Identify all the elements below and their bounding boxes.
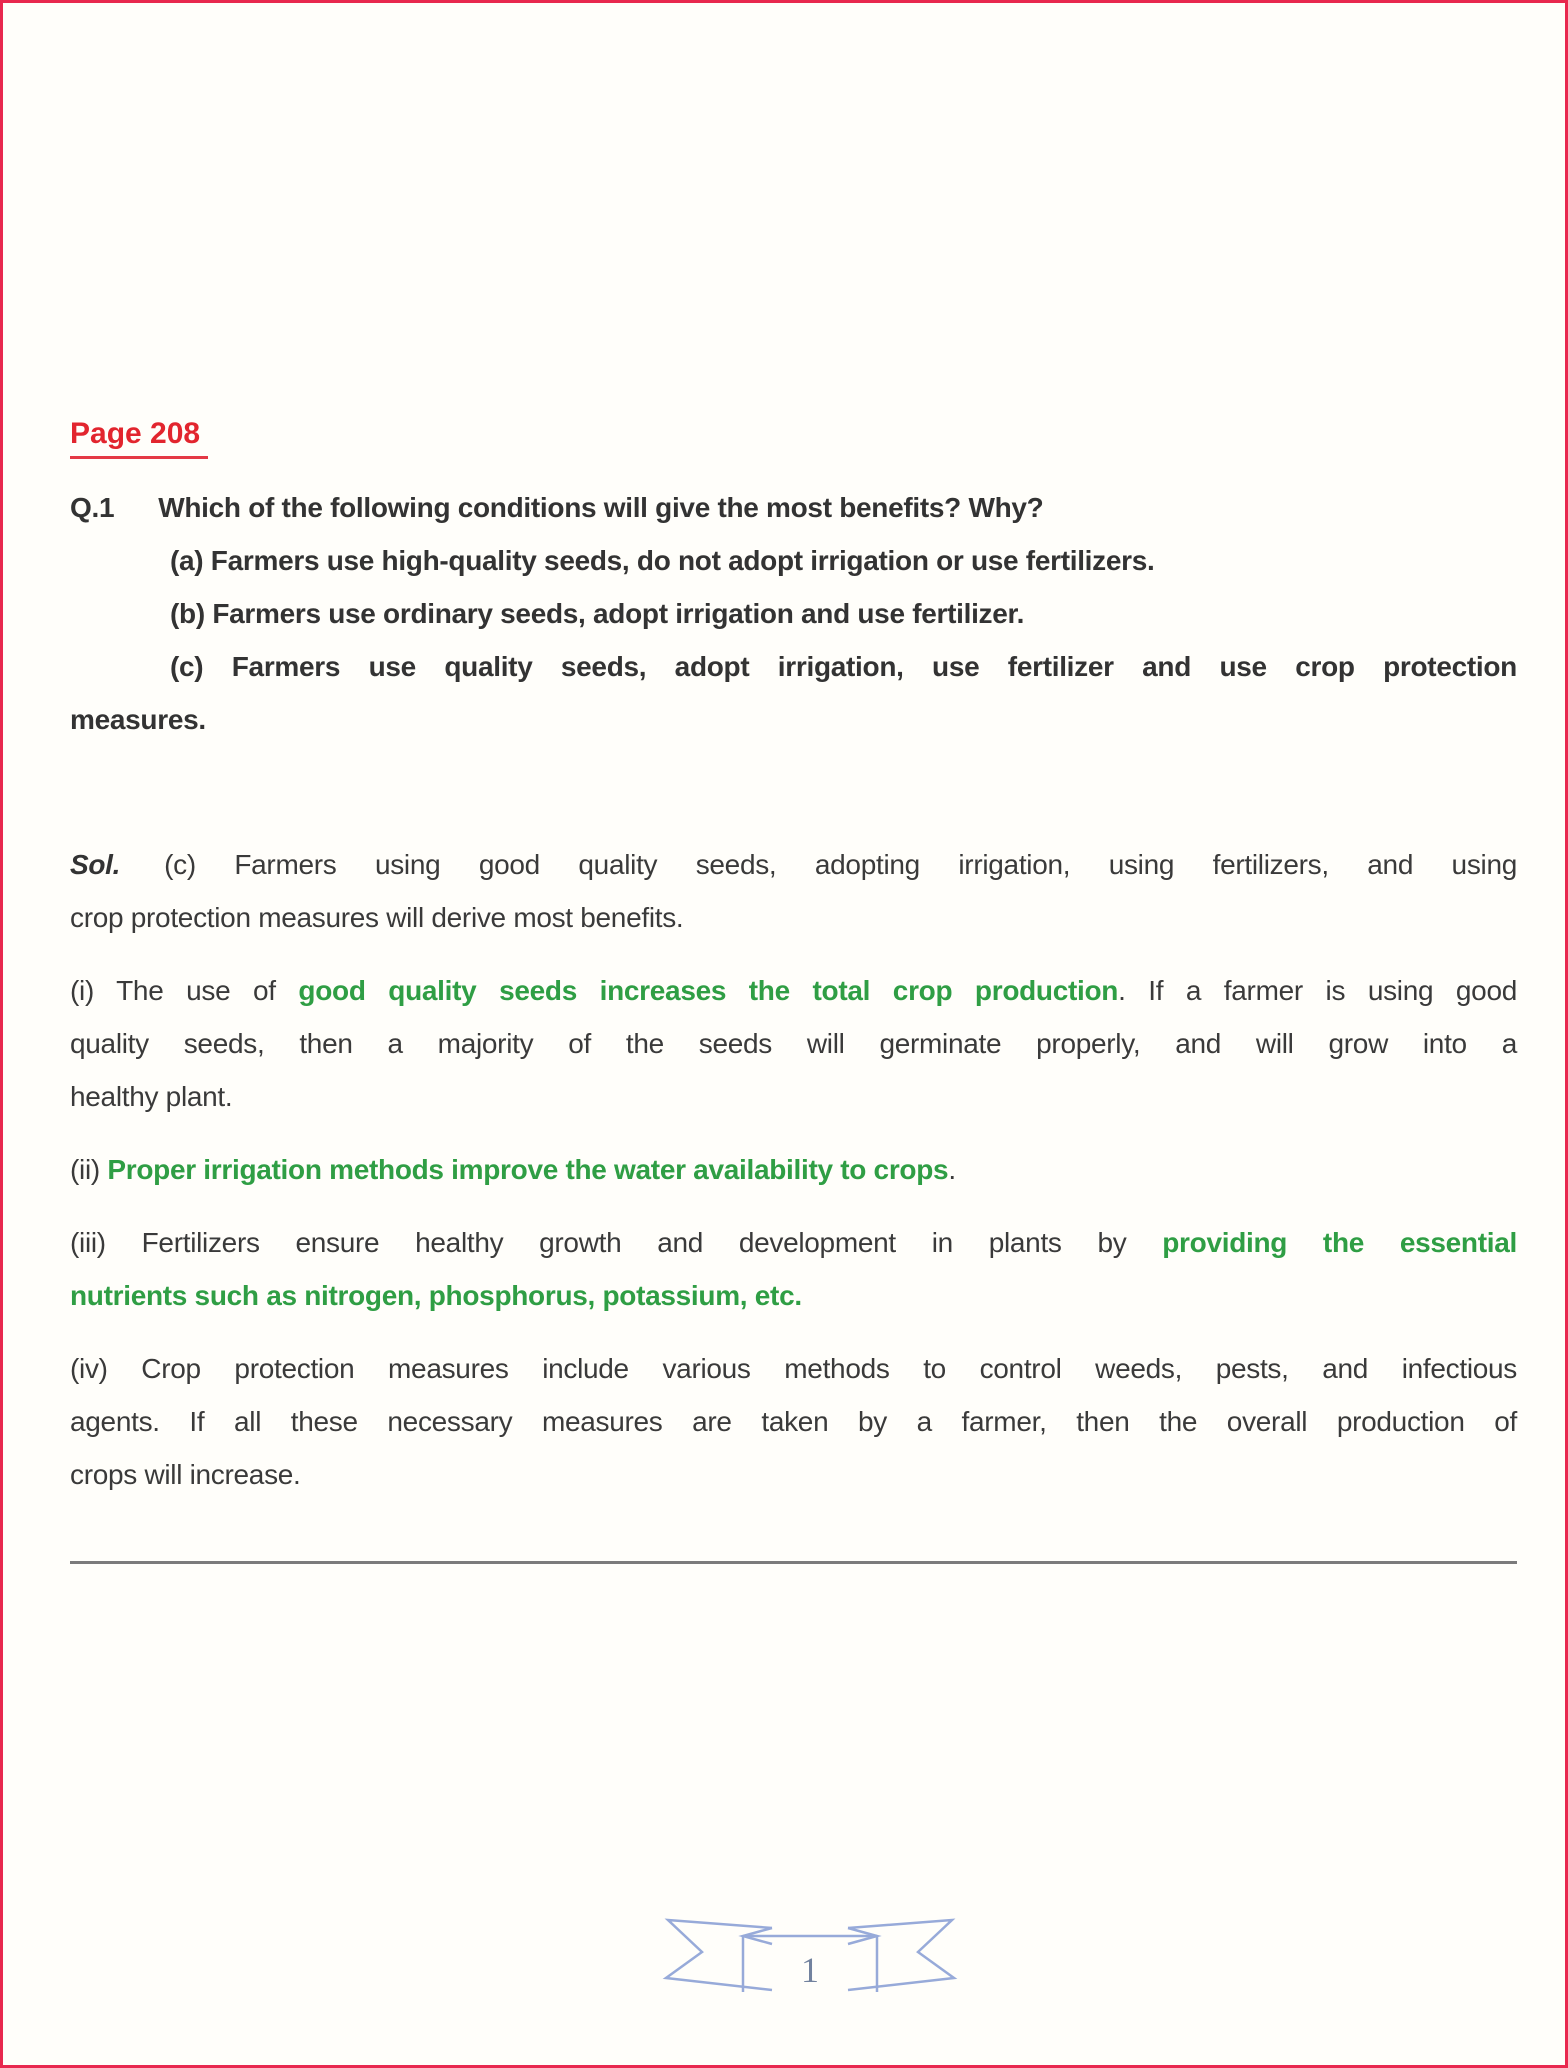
page-heading: Page 208 bbox=[70, 415, 208, 459]
text-line: (b) Farmers use ordinary seeds, adopt irrigation and use fertilizer. bbox=[170, 598, 1025, 629]
solution-point-iv bbox=[70, 1342, 1517, 1501]
text-line: (a) Farmers use high-quality seeds, do not adopt irrigation or use fertilizers. bbox=[170, 545, 1155, 576]
question-block bbox=[70, 481, 1517, 746]
solution-intro bbox=[70, 838, 1517, 944]
text-line: (iii) Fertilizers ensure healthy growth and development in plants by providing the essential bbox=[70, 1227, 1517, 1258]
ribbon-banner-icon bbox=[650, 1912, 970, 1996]
text-line: Q.1 Which of the following conditions will give the most benefits? Why? bbox=[70, 492, 1044, 523]
section-divider bbox=[70, 1561, 1517, 1564]
page-number: 1 bbox=[801, 1950, 819, 1990]
page-content bbox=[3, 3, 1565, 1564]
text-line: nutrients such as nitrogen, phosphorus, potassium, etc. bbox=[70, 1280, 802, 1311]
text-line: (ii) Proper irrigation methods improve the water availability to crops. bbox=[70, 1154, 956, 1185]
text-line: agents. If all these necessary measures are taken by a farmer, then the overall production of bbox=[70, 1406, 1517, 1437]
text-line: crops will increase. bbox=[70, 1459, 301, 1490]
text-line: healthy plant. bbox=[70, 1081, 233, 1112]
solution-point-iii bbox=[70, 1216, 1517, 1322]
text-line: measures. bbox=[70, 704, 206, 735]
solution-point-ii bbox=[70, 1143, 1517, 1196]
text-line: (i) The use of good quality seeds increases the total crop production. If a farmer is using good bbox=[70, 975, 1517, 1006]
text-line: (iv) Crop protection measures include various methods to control weeds, pests, and infectious bbox=[70, 1353, 1517, 1384]
text-line: Sol. (c) Farmers using good quality seeds, adopting irrigation, using fertilizers, and using bbox=[70, 849, 1517, 880]
page-footer bbox=[29, 1912, 1568, 1996]
text-line: crop protection measures will derive most benefits. bbox=[70, 902, 684, 933]
text-line: quality seeds, then a majority of the seeds will germinate properly, and will grow into a bbox=[70, 1028, 1517, 1059]
text-line: (c) Farmers use quality seeds, adopt irrigation, use fertilizer and use crop protection bbox=[170, 651, 1517, 682]
solution-point-i bbox=[70, 964, 1517, 1123]
